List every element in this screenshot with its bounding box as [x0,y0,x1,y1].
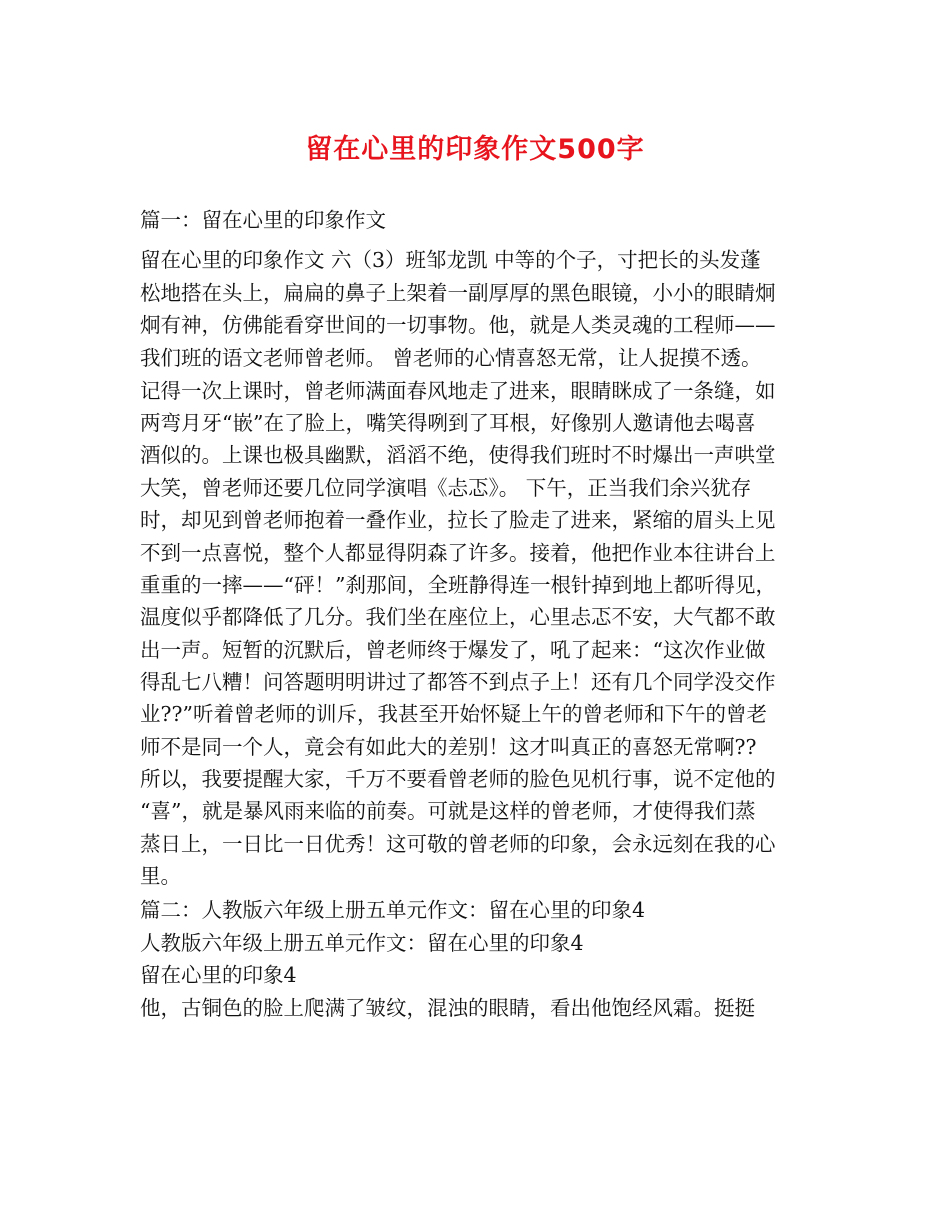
document-title: 留在心里的印象作文500字 [305,134,645,165]
text-line: 记得一次上课时，曾老师满面春风地走了进来，眼睛眯成了一条缝，如 [140,378,776,403]
text-line: 两弯月牙“嵌”在了脸上，嘴笑得咧到了耳根，好像别人邀请他去喝喜 [140,411,756,436]
text-line: 得乱七八糟！问答题明明讲过了都答不到点子上！还有几个同学没交作 [140,669,776,694]
text-line: 大笑，曾老师还要几位同学演唱《忐忑》。 下午，正当我们余兴犹存 [140,475,752,500]
text-line: 人教版六年级上册五单元作文：留在心里的印象4 [140,930,584,955]
text-line: 业??”听着曾老师的训斥，我甚至开始怀疑上午的曾老师和下午的曾老 [140,702,767,727]
text-line: 时，却见到曾老师抱着一叠作业，拉长了脸走了进来，紧缩的眉头上见 [140,508,776,533]
text-line: 松地搭在头上，扁扁的鼻子上架着一副厚厚的黑色眼镜，小小的眼睛炯 [140,280,776,305]
text-line: 篇一：留在心里的印象作文 [140,208,386,232]
text-line: 重重的一摔——“砰！”刹那间，全班静得连一根针掉到地上都听得见， [140,572,776,597]
text-line: 师不是同一个人，竟会有如此大的差别！这才叫真正的喜怒无常啊?? [140,734,757,759]
text-line: 不到一点喜悦，整个人都显得阴森了许多。接着，他把作业本往讲台上 [140,540,776,565]
text-line: 留在心里的印象作文 六（3）班邹龙凯 中等的个子，寸把长的头发蓬 [140,248,761,273]
text-line: 他，古铜色的脸上爬满了皱纹，混浊的眼睛，看出他饱经风霜。挺挺 [140,996,755,1021]
text-line: 所以，我要提醒大家，千万不要看曾老师的脸色见机行事，说不定他的 [140,766,776,791]
text-line: 出一声。短暂的沉默后，曾老师终于爆发了，吼了起来：“这次作业做 [140,637,766,662]
text-line: 温度似乎都降低了几分。我们坐在座位上，心里忐忑不安，大气都不敢 [140,605,776,630]
text-line: 炯有神，仿佛能看穿世间的一切事物。他，就是人类灵魂的工程师—— [140,313,776,338]
text-line: 酒似的。上课也极具幽默，滔滔不绝，使得我们班时不时爆出一声哄堂 [140,443,776,468]
text-line: 留在心里的印象4 [140,963,297,988]
text-line: 我们班的语文老师曾老师。 曾老师的心情喜怒无常，让人捉摸不透。 [140,346,762,371]
text-line: 篇二：人教版六年级上册五单元作文：留在心里的印象4 [140,898,646,923]
text-line: 里。 [140,864,181,888]
text-line: “喜”，就是暴风雨来临的前奏。可就是这样的曾老师，才使得我们蒸 [140,799,756,824]
text-line: 蒸日上，一日比一日优秀！这可敬的曾老师的印象，会永远刻在我的心 [140,831,776,856]
